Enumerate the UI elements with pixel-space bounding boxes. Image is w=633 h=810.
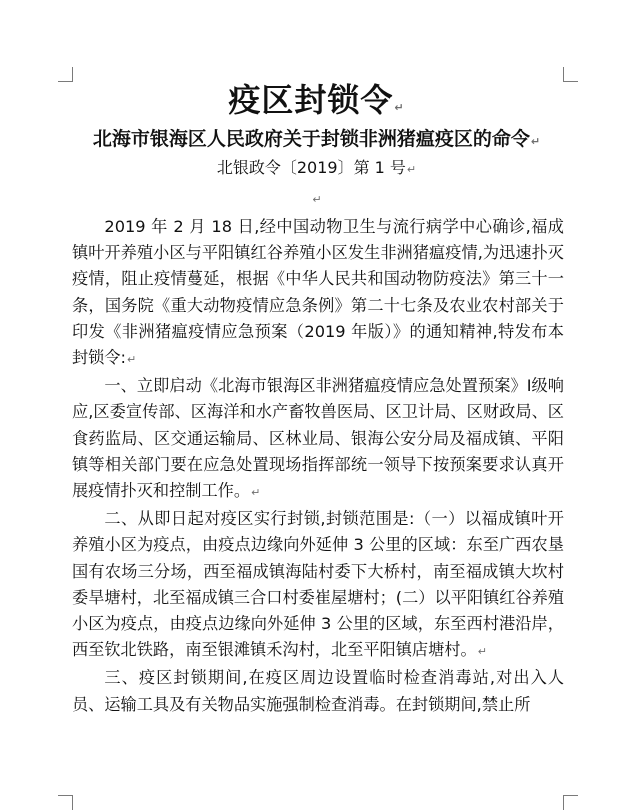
crop-mark-bottom-right <box>563 795 578 810</box>
body-paragraph-item-3 <box>72 665 564 717</box>
body-paragraph-item-2 <box>72 506 564 665</box>
paragraph-text: 二、从即日起对疫区实行封锁,封锁范围是:（一）以福成镇叶开养殖小区为疫点，由疫点边缘向外延伸 3 公里的区域：东至广西农垦国有农场三分场，西至福成镇海陆村委下大桥村，南至福成镇大坎村委旱塘村，北至福成镇三合口村委崔屋塘村；(二）以平阳镇红谷养殖小区为疫点，由疫点边缘向外延伸 3 公里的区域，东至西村港沿岸，西至钦北铁路，南至银滩镇禾沟村，北至平阳镇店塘村。 <box>72 509 564 660</box>
body-paragraph-item-1 <box>72 373 564 506</box>
paragraph-text: 三、疫区封锁期间,在疫区周边设置临时检查消毒站,对出入人员、运输工具及有关物品实施强制检查消毒。在封锁期间,禁止所 <box>72 668 564 714</box>
document-subtitle <box>0 126 633 155</box>
paragraph-text: 2019 年 2 月 18 日,经中国动物卫生与流行病学中心确诊,福成镇叶开养殖小区与平阳镇红谷养殖小区发生非洲猪瘟疫情,为迅速扑灭疫情，阻止疫情蔓延，根据《中华人民共和国动物防疫法》第三十一条，国务院《重大动物疫情应急条例》第二十七条及农业农村部关于印发《非洲猪瘟疫情应急预案（2019 年版）》的通知精神,特发布本封锁令: <box>72 217 564 368</box>
document-body <box>72 214 564 718</box>
document-number-text: 北银政令〔2019〕第 1 号 <box>216 158 406 177</box>
document-title-text: 疫区封锁令 <box>228 81 394 119</box>
paragraph-mark-icon: ↵ <box>127 353 137 367</box>
paragraph-mark-icon: ↵ <box>312 193 322 206</box>
crop-mark-bottom-left <box>58 795 73 810</box>
document-title <box>0 80 633 128</box>
paragraph-mark-icon: ↵ <box>530 135 541 148</box>
document-number <box>0 157 633 181</box>
blank-line <box>0 190 633 208</box>
paragraph-mark-icon: ↵ <box>394 101 405 114</box>
paragraph-mark-icon: ↵ <box>251 486 261 500</box>
document-subtitle-text: 北海市银海区人民政府关于封锁非洲猪瘟疫区的命令 <box>92 128 530 150</box>
body-paragraph-intro <box>72 214 564 373</box>
paragraph-mark-icon: ↵ <box>406 163 417 176</box>
paragraph-text: 一、立即启动《北海市银海区非洲猪瘟疫情应急处置预案》I级响应,区委宣传部、区海洋和水产畜牧兽医局、区卫计局、区财政局、区食药监局、区交通运输局、区林业局、银海公安分局及福成镇、平阳镇等相关部门要在应急处置现场指挥部统一领导下按预案要求认真开展疫情扑灭和控制工作。 <box>72 376 564 501</box>
paragraph-mark-icon: ↵ <box>477 645 487 659</box>
